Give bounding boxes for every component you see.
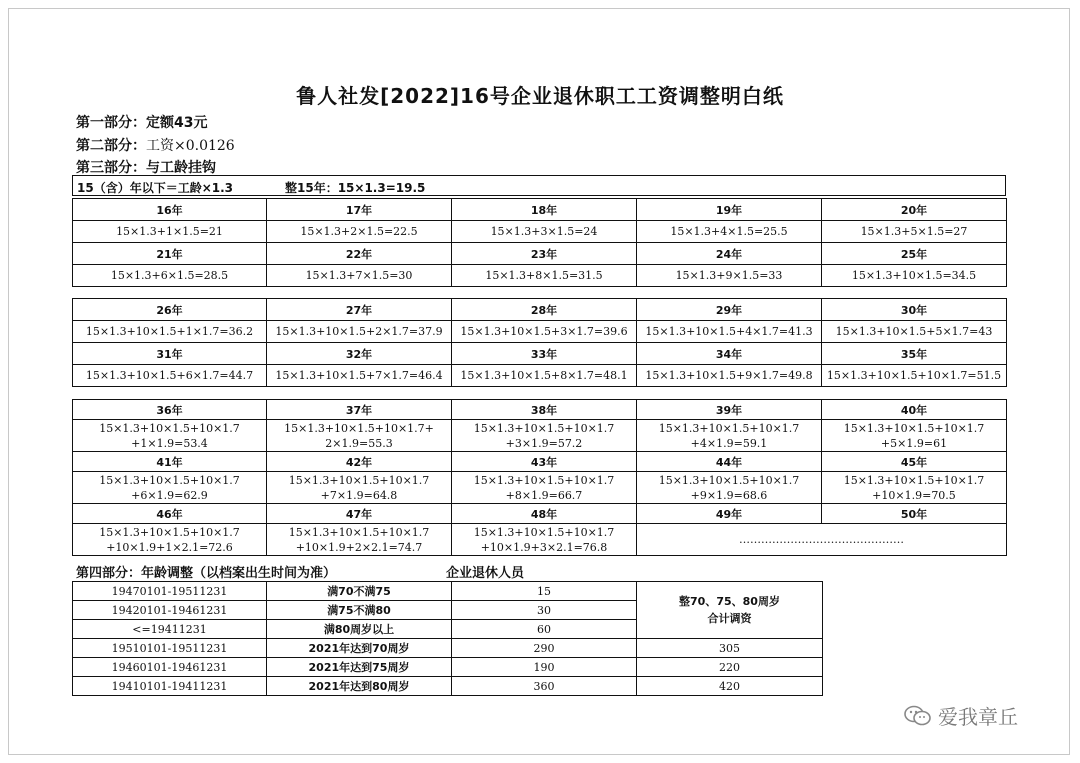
formula-cell: 15×1.3+10×1.5+1×1.7=36.2 (73, 321, 267, 343)
year-header: 30年 (822, 299, 1007, 321)
rule-left: 15（含）年以下＝工龄×1.3 (77, 181, 234, 195)
wechat-icon (904, 704, 932, 728)
year-header: 20年 (822, 199, 1007, 221)
age-condition: 2021年达到70周岁 (267, 639, 452, 658)
age-condition: 满75不满80 (267, 601, 452, 620)
seniority-table-16-25 (72, 198, 1007, 287)
adjust-amount: 15 (452, 582, 637, 601)
formula-cell: 15×1.3+10×1.5+6×1.7=44.7 (73, 365, 267, 387)
year-header: 36年 (73, 400, 267, 420)
formula-cell: 15×1.3+10×1.5+10×1.7+ 2×1.9=55.3 (267, 420, 452, 452)
year-header: 27年 (267, 299, 452, 321)
formula-cell: 15×1.3+5×1.5=27 (822, 221, 1007, 243)
formula-cell: 15×1.3+10×1.5+10×1.7 +10×1.9+3×2.1=76.8 (452, 524, 637, 556)
adjust-amount: 60 (452, 620, 637, 639)
formula-cell: 15×1.3+10×1.5+10×1.7 +4×1.9=59.1 (637, 420, 822, 452)
year-header: 22年 (267, 243, 452, 265)
year-header: 32年 (267, 343, 452, 365)
formula-cell: 15×1.3+10×1.5+10×1.7 +8×1.9=66.7 (452, 472, 637, 504)
part-two-label: 第二部分： (76, 138, 146, 154)
formula-cell: 15×1.3+10×1.5+9×1.7=49.8 (637, 365, 822, 387)
part-three: 第三部分：与工龄挂钩 (76, 160, 216, 176)
formula-cell: 15×1.3+4×1.5=25.5 (637, 221, 822, 243)
formula-cell: 15×1.3+10×1.5+10×1.7 +10×1.9+2×2.1=74.7 (267, 524, 452, 556)
age-condition: 2021年达到80周岁 (267, 677, 452, 696)
rule-right: 整15年：15×1.3=19.5 (285, 181, 426, 195)
formula-cell: 15×1.3+10×1.5+5×1.7=43 (822, 321, 1007, 343)
part-two-value: 工资×0.0126 (146, 138, 235, 154)
formula-cell: 15×1.3+10×1.5+10×1.7 +10×1.9+1×2.1=72.6 (73, 524, 267, 556)
age-condition: 满70不满75 (267, 582, 452, 601)
year-header: 45年 (822, 452, 1007, 472)
formula-cell: 15×1.3+10×1.5+8×1.7=48.1 (452, 365, 637, 387)
year-header: 43年 (452, 452, 637, 472)
formula-cell: 15×1.3+6×1.5=28.5 (73, 265, 267, 287)
seniority-rule-box (72, 175, 1006, 196)
formula-cell: 15×1.3+9×1.5=33 (637, 265, 822, 287)
age-adjustment-table (72, 581, 823, 696)
document-title: 鲁人社发[2022]16号企业退休职工工资调整明白纸 (296, 84, 784, 108)
formula-cell: 15×1.3+10×1.5+10×1.7 +6×1.9=62.9 (73, 472, 267, 504)
year-header: 31年 (73, 343, 267, 365)
year-header: 41年 (73, 452, 267, 472)
part-two (76, 135, 235, 155)
adjust-amount: 360 (452, 677, 637, 696)
total-amount: 220 (637, 658, 823, 677)
birth-range: 19470101-19511231 (73, 582, 267, 601)
seniority-table-26-35 (72, 298, 1007, 387)
year-header: 19年 (637, 199, 822, 221)
year-header: 42年 (267, 452, 452, 472)
formula-cell: 15×1.3+8×1.5=31.5 (452, 265, 637, 287)
ellipsis-cell: ……………………………………… (637, 524, 1007, 556)
age-condition: 2021年达到75周岁 (267, 658, 452, 677)
formula-cell: 15×1.3+10×1.5+7×1.7=46.4 (267, 365, 452, 387)
year-header: 50年 (822, 504, 1007, 524)
year-header: 29年 (637, 299, 822, 321)
year-header: 33年 (452, 343, 637, 365)
birth-range: 19420101-19461231 (73, 601, 267, 620)
formula-cell: 15×1.3+10×1.5+10×1.7=51.5 (822, 365, 1007, 387)
formula-cell: 15×1.3+10×1.5+10×1.7 +10×1.9=70.5 (822, 472, 1007, 504)
seniority-table-36-50 (72, 399, 1007, 556)
adjust-amount: 290 (452, 639, 637, 658)
year-header: 38年 (452, 400, 637, 420)
year-header: 18年 (452, 199, 637, 221)
formula-cell: 15×1.3+10×1.5+3×1.7=39.6 (452, 321, 637, 343)
total-amount: 420 (637, 677, 823, 696)
formula-cell: 15×1.3+10×1.5+10×1.7 +7×1.9=64.8 (267, 472, 452, 504)
birth-range: 19410101-19411231 (73, 677, 267, 696)
age-condition: 满80周岁以上 (267, 620, 452, 639)
part-four-heading (76, 562, 525, 581)
year-header: 34年 (637, 343, 822, 365)
birth-range: <=19411231 (73, 620, 267, 639)
formula-cell: 15×1.3+10×1.5=34.5 (822, 265, 1007, 287)
watermark-text: 爱我章丘 (938, 705, 1018, 729)
year-header: 28年 (452, 299, 637, 321)
year-header: 25年 (822, 243, 1007, 265)
retiree-group-label: 企业退休人员 (446, 566, 525, 581)
year-header: 23年 (452, 243, 637, 265)
watermark (904, 701, 1018, 730)
year-header: 39年 (637, 400, 822, 420)
year-header: 26年 (73, 299, 267, 321)
year-header: 17年 (267, 199, 452, 221)
formula-cell: 15×1.3+3×1.5=24 (452, 221, 637, 243)
formula-cell: 15×1.3+7×1.5=30 (267, 265, 452, 287)
adjust-amount: 30 (452, 601, 637, 620)
birth-range: 19460101-19461231 (73, 658, 267, 677)
year-header: 21年 (73, 243, 267, 265)
year-header: 47年 (267, 504, 452, 524)
formula-cell: 15×1.3+10×1.5+10×1.7 +3×1.9=57.2 (452, 420, 637, 452)
year-header: 37年 (267, 400, 452, 420)
year-header: 44年 (637, 452, 822, 472)
total-amount: 305 (637, 639, 823, 658)
adjust-amount: 190 (452, 658, 637, 677)
year-header: 35年 (822, 343, 1007, 365)
total-adjust-label: 整70、75、80周岁 合计调资 (637, 582, 823, 639)
formula-cell: 15×1.3+10×1.5+10×1.7 +1×1.9=53.4 (73, 420, 267, 452)
formula-cell: 15×1.3+10×1.5+10×1.7 +5×1.9=61 (822, 420, 1007, 452)
formula-cell: 15×1.3+2×1.5=22.5 (267, 221, 452, 243)
year-header: 48年 (452, 504, 637, 524)
birth-range: 19510101-19511231 (73, 639, 267, 658)
formula-cell: 15×1.3+10×1.5+2×1.7=37.9 (267, 321, 452, 343)
year-header: 16年 (73, 199, 267, 221)
formula-cell: 15×1.3+1×1.5=21 (73, 221, 267, 243)
year-header: 49年 (637, 504, 822, 524)
formula-cell: 15×1.3+10×1.5+4×1.7=41.3 (637, 321, 822, 343)
part-one: 第一部分：定额43元 (76, 115, 208, 131)
year-header: 40年 (822, 400, 1007, 420)
year-header: 46年 (73, 504, 267, 524)
year-header: 24年 (637, 243, 822, 265)
part-four-label: 第四部分：年龄调整（以档案出生时间为准） (76, 566, 337, 581)
formula-cell: 15×1.3+10×1.5+10×1.7 +9×1.9=68.6 (637, 472, 822, 504)
